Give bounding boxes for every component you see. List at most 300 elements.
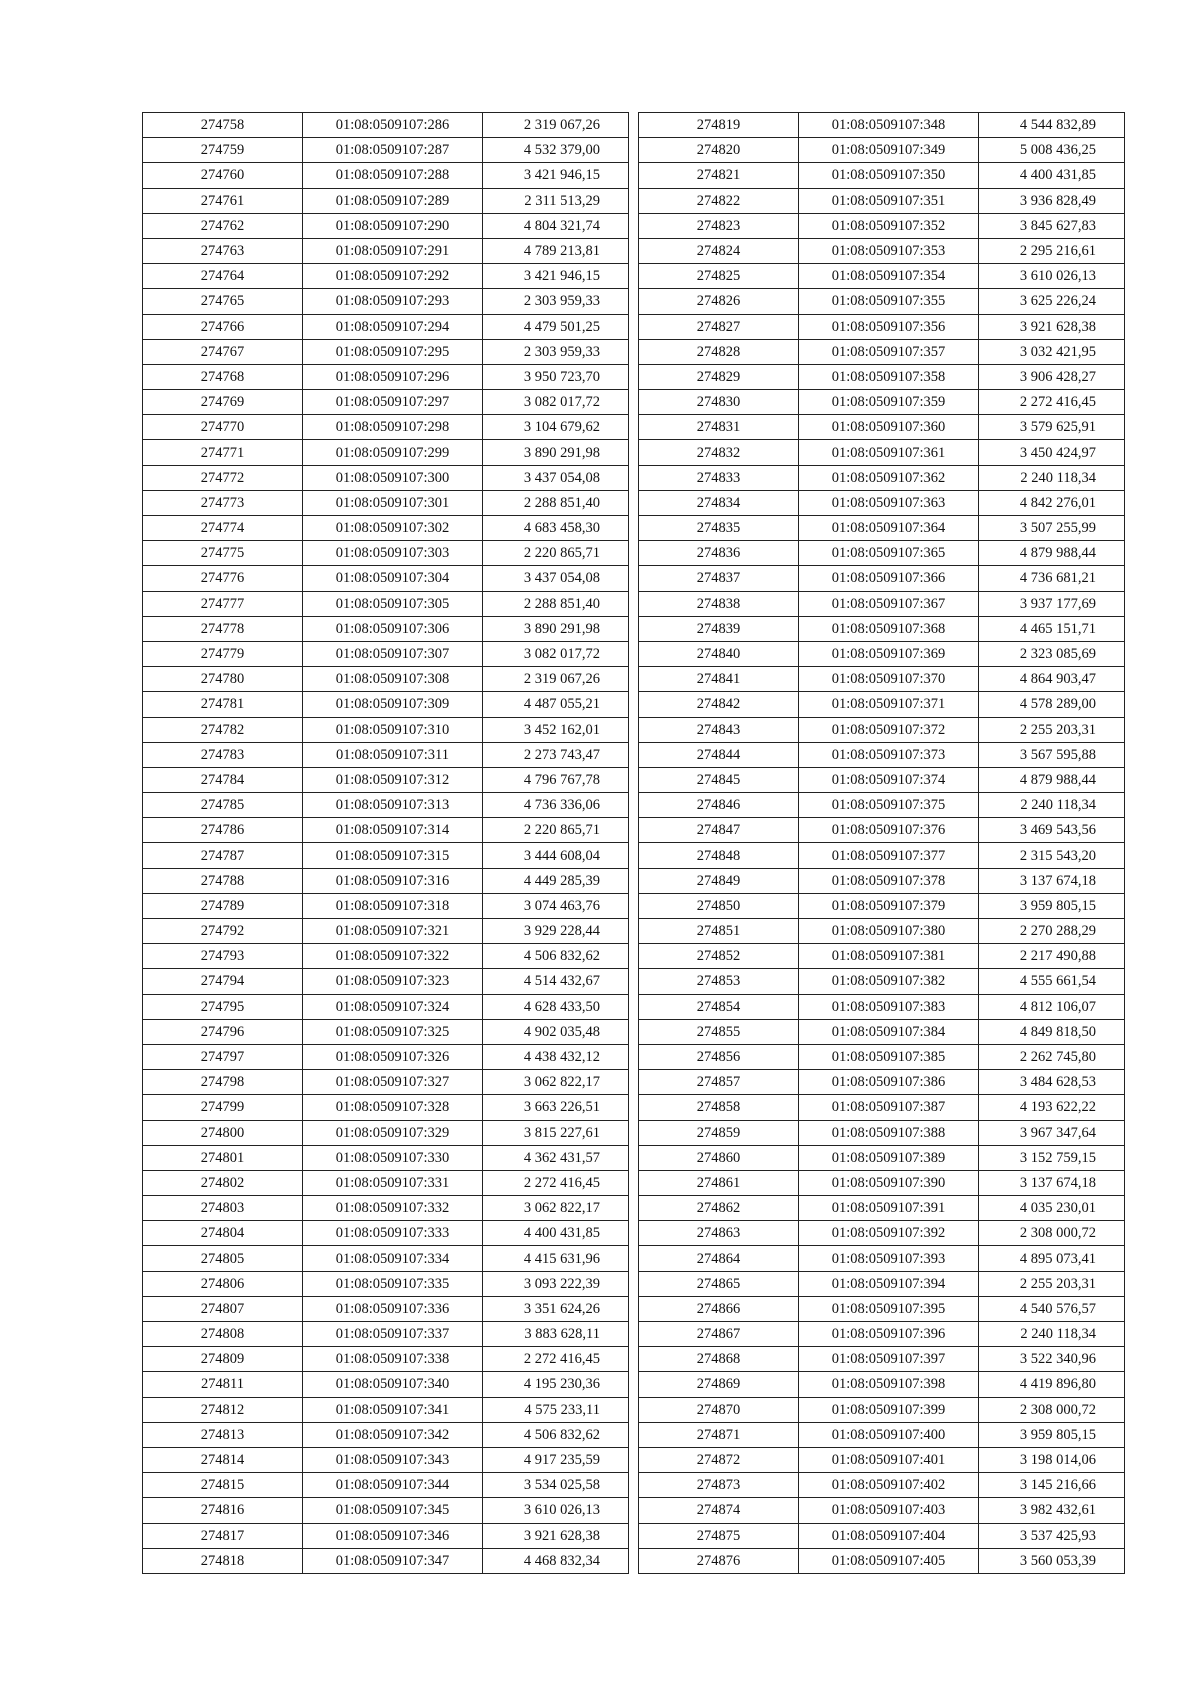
cadastral-value-cell: 3 579 625,91 [979,415,1125,440]
cadastral-value-cell: 3 937 177,69 [979,591,1125,616]
table-row [639,1271,1125,1296]
table-row [639,692,1125,717]
cadastral-value-cell: 3 815 227,61 [483,1120,629,1145]
cadastral-number-cell: 01:08:0509107:287 [303,138,483,163]
table-row [639,1498,1125,1523]
cadastral-value-cell: 3 610 026,13 [979,264,1125,289]
table-row [143,591,629,616]
row-number-cell: 274776 [143,566,303,591]
cadastral-number-cell: 01:08:0509107:307 [303,641,483,666]
table-row [639,264,1125,289]
cadastral-value-cell: 3 610 026,13 [483,1498,629,1523]
row-number-cell: 274830 [639,390,799,415]
cadastral-number-cell: 01:08:0509107:333 [303,1221,483,1246]
cadastral-value-cell: 3 982 432,61 [979,1498,1125,1523]
table-row [143,364,629,389]
row-number-cell: 274853 [639,969,799,994]
cadastral-value-cell: 3 890 291,98 [483,616,629,641]
cadastral-number-cell: 01:08:0509107:394 [799,1271,979,1296]
row-number-cell: 274795 [143,994,303,1019]
cadastral-value-cell: 3 074 463,76 [483,893,629,918]
cadastral-number-cell: 01:08:0509107:362 [799,465,979,490]
row-number-cell: 274850 [639,893,799,918]
table-row [639,113,1125,138]
table-row [639,339,1125,364]
row-number-cell: 274789 [143,893,303,918]
cadastral-value-cell: 2 220 865,71 [483,818,629,843]
table-row [143,1095,629,1120]
table-row [143,1347,629,1372]
cadastral-number-cell: 01:08:0509107:324 [303,994,483,1019]
cadastral-value-cell: 4 812 106,07 [979,994,1125,1019]
cadastral-value-cell: 4 575 233,11 [483,1397,629,1422]
table-row [143,1044,629,1069]
table-row [143,314,629,339]
row-number-cell: 274779 [143,641,303,666]
cadastral-number-cell: 01:08:0509107:402 [799,1473,979,1498]
row-number-cell: 274832 [639,440,799,465]
cadastral-number-cell: 01:08:0509107:331 [303,1170,483,1195]
cadastral-value-cell: 3 145 216,66 [979,1473,1125,1498]
table-row [143,566,629,591]
cadastral-value-cell: 4 193 622,22 [979,1095,1125,1120]
cadastral-value-cell: 3 567 595,88 [979,742,1125,767]
cadastral-value-cell: 3 062 822,17 [483,1196,629,1221]
table-row [639,1246,1125,1271]
cadastral-value-cell: 4 796 767,78 [483,767,629,792]
table-row [143,994,629,1019]
row-number-cell: 274782 [143,717,303,742]
table-row [639,893,1125,918]
cadastral-value-cell: 2 308 000,72 [979,1397,1125,1422]
cadastral-value-cell: 4 487 055,21 [483,692,629,717]
cadastral-number-cell: 01:08:0509107:355 [799,289,979,314]
cadastral-value-cell: 3 537 425,93 [979,1523,1125,1548]
table-row [143,188,629,213]
table-row [143,919,629,944]
cadastral-value-cell: 3 967 347,64 [979,1120,1125,1145]
cadastral-value-cell: 3 959 805,15 [979,893,1125,918]
cadastral-value-cell: 3 906 428,27 [979,364,1125,389]
cadastral-value-cell: 3 469 543,56 [979,818,1125,843]
cadastral-value-cell: 3 950 723,70 [483,364,629,389]
table-row [143,692,629,717]
row-number-cell: 274778 [143,616,303,641]
cadastral-value-cell: 3 883 628,11 [483,1322,629,1347]
table-row [639,541,1125,566]
table-row [639,1044,1125,1069]
row-number-cell: 274831 [639,415,799,440]
cadastral-value-cell: 2 272 416,45 [483,1347,629,1372]
cadastral-value-cell: 4 400 431,85 [979,163,1125,188]
cadastral-value-cell: 3 437 054,08 [483,465,629,490]
cadastral-number-cell: 01:08:0509107:391 [799,1196,979,1221]
row-number-cell: 274772 [143,465,303,490]
row-number-cell: 274873 [639,1473,799,1498]
table-row [639,969,1125,994]
cadastral-number-cell: 01:08:0509107:295 [303,339,483,364]
table-row [639,490,1125,515]
cadastral-number-cell: 01:08:0509107:332 [303,1196,483,1221]
cadastral-number-cell: 01:08:0509107:352 [799,213,979,238]
row-number-cell: 274864 [639,1246,799,1271]
cadastral-number-cell: 01:08:0509107:365 [799,541,979,566]
table-row [143,516,629,541]
table-row [143,1473,629,1498]
cadastral-value-cell: 4 506 832,62 [483,944,629,969]
row-number-cell: 274866 [639,1296,799,1321]
table-row [143,1322,629,1347]
cadastral-value-cell: 4 415 631,96 [483,1246,629,1271]
row-number-cell: 274793 [143,944,303,969]
table-row [639,1548,1125,1573]
cadastral-number-cell: 01:08:0509107:344 [303,1473,483,1498]
table-row [639,1145,1125,1170]
cadastral-number-cell: 01:08:0509107:315 [303,843,483,868]
row-number-cell: 274759 [143,138,303,163]
row-number-cell: 274773 [143,490,303,515]
cadastral-value-cell: 2 323 085,69 [979,641,1125,666]
cadastral-value-cell: 3 936 828,49 [979,188,1125,213]
cadastral-number-cell: 01:08:0509107:308 [303,667,483,692]
cadastral-value-cell: 4 449 285,39 [483,868,629,893]
row-number-cell: 274824 [639,238,799,263]
row-number-cell: 274807 [143,1296,303,1321]
table-row [143,1498,629,1523]
cadastral-number-cell: 01:08:0509107:387 [799,1095,979,1120]
cadastral-value-cell: 3 093 222,39 [483,1271,629,1296]
row-number-cell: 274823 [639,213,799,238]
row-number-cell: 274818 [143,1548,303,1573]
row-number-cell: 274785 [143,793,303,818]
table-row [639,289,1125,314]
row-number-cell: 274845 [639,767,799,792]
cadastral-number-cell: 01:08:0509107:388 [799,1120,979,1145]
cadastral-value-cell: 2 295 216,61 [979,238,1125,263]
cadastral-value-cell: 3 152 759,15 [979,1145,1125,1170]
cadastral-number-cell: 01:08:0509107:327 [303,1070,483,1095]
table-row [639,868,1125,893]
table-row [143,1422,629,1447]
row-number-cell: 274819 [639,113,799,138]
cadastral-value-cell: 2 240 118,34 [979,465,1125,490]
row-number-cell: 274839 [639,616,799,641]
cadastral-number-cell: 01:08:0509107:298 [303,415,483,440]
table-row [143,440,629,465]
row-number-cell: 274835 [639,516,799,541]
cadastral-value-cell: 4 362 431,57 [483,1145,629,1170]
row-number-cell: 274805 [143,1246,303,1271]
row-number-cell: 274792 [143,919,303,944]
table-row [143,339,629,364]
cadastral-number-cell: 01:08:0509107:357 [799,339,979,364]
table-row [639,1447,1125,1472]
cadastral-number-cell: 01:08:0509107:292 [303,264,483,289]
cadastral-value-cell: 4 879 988,44 [979,767,1125,792]
cadastral-value-cell: 4 555 661,54 [979,969,1125,994]
table-row [143,843,629,868]
table-row [639,641,1125,666]
table-row [143,1019,629,1044]
cadastral-number-cell: 01:08:0509107:350 [799,163,979,188]
cadastral-value-cell: 4 879 988,44 [979,541,1125,566]
parcel-table-right [638,112,1125,1574]
row-number-cell: 274787 [143,843,303,868]
table-row [143,465,629,490]
row-number-cell: 274838 [639,591,799,616]
table-row [143,163,629,188]
table-row [143,969,629,994]
row-number-cell: 274863 [639,1221,799,1246]
row-number-cell: 274836 [639,541,799,566]
cadastral-number-cell: 01:08:0509107:398 [799,1372,979,1397]
table-row [639,213,1125,238]
cadastral-value-cell: 2 273 743,47 [483,742,629,767]
table-row [639,818,1125,843]
cadastral-number-cell: 01:08:0509107:399 [799,1397,979,1422]
cadastral-number-cell: 01:08:0509107:403 [799,1498,979,1523]
cadastral-number-cell: 01:08:0509107:323 [303,969,483,994]
table-row [143,138,629,163]
cadastral-number-cell: 01:08:0509107:361 [799,440,979,465]
table-row [639,742,1125,767]
table-row [143,1070,629,1095]
row-number-cell: 274837 [639,566,799,591]
row-number-cell: 274851 [639,919,799,944]
cadastral-number-cell: 01:08:0509107:397 [799,1347,979,1372]
cadastral-value-cell: 2 255 203,31 [979,717,1125,742]
row-number-cell: 274802 [143,1170,303,1195]
cadastral-value-cell: 3 534 025,58 [483,1473,629,1498]
cadastral-value-cell: 2 240 118,34 [979,793,1125,818]
cadastral-number-cell: 01:08:0509107:401 [799,1447,979,1472]
row-number-cell: 274841 [639,667,799,692]
table-row [639,415,1125,440]
cadastral-number-cell: 01:08:0509107:334 [303,1246,483,1271]
table-row [143,390,629,415]
row-number-cell: 274828 [639,339,799,364]
row-number-cell: 274780 [143,667,303,692]
table-row [639,1095,1125,1120]
cadastral-number-cell: 01:08:0509107:336 [303,1296,483,1321]
cadastral-value-cell: 3 137 674,18 [979,868,1125,893]
table-row [639,1347,1125,1372]
cadastral-value-cell: 4 532 379,00 [483,138,629,163]
cadastral-number-cell: 01:08:0509107:372 [799,717,979,742]
cadastral-value-cell: 2 315 543,20 [979,843,1125,868]
cadastral-value-cell: 2 308 000,72 [979,1221,1125,1246]
cadastral-number-cell: 01:08:0509107:385 [799,1044,979,1069]
cadastral-number-cell: 01:08:0509107:310 [303,717,483,742]
cadastral-number-cell: 01:08:0509107:368 [799,616,979,641]
cadastral-number-cell: 01:08:0509107:373 [799,742,979,767]
row-number-cell: 274788 [143,868,303,893]
cadastral-number-cell: 01:08:0509107:404 [799,1523,979,1548]
cadastral-value-cell: 3 921 628,38 [483,1523,629,1548]
cadastral-value-cell: 2 288 851,40 [483,591,629,616]
cadastral-number-cell: 01:08:0509107:378 [799,868,979,893]
table-row [639,1070,1125,1095]
table-row [639,440,1125,465]
cadastral-number-cell: 01:08:0509107:304 [303,566,483,591]
row-number-cell: 274768 [143,364,303,389]
table-row [143,1447,629,1472]
row-number-cell: 274821 [639,163,799,188]
table-row [639,238,1125,263]
table-row [639,667,1125,692]
cadastral-number-cell: 01:08:0509107:294 [303,314,483,339]
cadastral-number-cell: 01:08:0509107:379 [799,893,979,918]
row-number-cell: 274767 [143,339,303,364]
row-number-cell: 274827 [639,314,799,339]
cadastral-value-cell: 3 452 162,01 [483,717,629,742]
table-row [143,264,629,289]
row-number-cell: 274829 [639,364,799,389]
row-number-cell: 274760 [143,163,303,188]
row-number-cell: 274874 [639,1498,799,1523]
cadastral-value-cell: 3 484 628,53 [979,1070,1125,1095]
cadastral-value-cell: 2 272 416,45 [979,390,1125,415]
row-number-cell: 274794 [143,969,303,994]
cadastral-value-cell: 4 195 230,36 [483,1372,629,1397]
cadastral-value-cell: 3 522 340,96 [979,1347,1125,1372]
row-number-cell: 274766 [143,314,303,339]
row-number-cell: 274761 [143,188,303,213]
cadastral-value-cell: 3 421 946,15 [483,163,629,188]
row-number-cell: 274825 [639,264,799,289]
table-row [639,1019,1125,1044]
cadastral-number-cell: 01:08:0509107:383 [799,994,979,1019]
row-number-cell: 274817 [143,1523,303,1548]
cadastral-number-cell: 01:08:0509107:367 [799,591,979,616]
row-number-cell: 274871 [639,1422,799,1447]
cadastral-number-cell: 01:08:0509107:289 [303,188,483,213]
cadastral-value-cell: 4 468 832,34 [483,1548,629,1573]
cadastral-number-cell: 01:08:0509107:322 [303,944,483,969]
cadastral-number-cell: 01:08:0509107:396 [799,1322,979,1347]
cadastral-value-cell: 4 917 235,59 [483,1447,629,1472]
row-number-cell: 274876 [639,1548,799,1573]
table-row [143,1221,629,1246]
row-number-cell: 274781 [143,692,303,717]
cadastral-number-cell: 01:08:0509107:382 [799,969,979,994]
cadastral-number-cell: 01:08:0509107:286 [303,113,483,138]
cadastral-value-cell: 4 419 896,80 [979,1372,1125,1397]
row-number-cell: 274868 [639,1347,799,1372]
cadastral-number-cell: 01:08:0509107:329 [303,1120,483,1145]
table-row [639,793,1125,818]
cadastral-number-cell: 01:08:0509107:345 [303,1498,483,1523]
table-row [639,843,1125,868]
cadastral-value-cell: 3 437 054,08 [483,566,629,591]
row-number-cell: 274857 [639,1070,799,1095]
cadastral-value-cell: 3 845 627,83 [979,213,1125,238]
cadastral-value-cell: 4 895 073,41 [979,1246,1125,1271]
row-number-cell: 274820 [639,138,799,163]
row-number-cell: 274875 [639,1523,799,1548]
cadastral-value-cell: 3 921 628,38 [979,314,1125,339]
cadastral-number-cell: 01:08:0509107:299 [303,440,483,465]
cadastral-value-cell: 2 319 067,26 [483,113,629,138]
cadastral-number-cell: 01:08:0509107:364 [799,516,979,541]
cadastral-number-cell: 01:08:0509107:301 [303,490,483,515]
table-row [143,616,629,641]
cadastral-value-cell: 3 198 014,06 [979,1447,1125,1472]
cadastral-number-cell: 01:08:0509107:300 [303,465,483,490]
cadastral-number-cell: 01:08:0509107:384 [799,1019,979,1044]
table-row [143,1196,629,1221]
cadastral-number-cell: 01:08:0509107:341 [303,1397,483,1422]
cadastral-number-cell: 01:08:0509107:288 [303,163,483,188]
cadastral-value-cell: 3 450 424,97 [979,440,1125,465]
cadastral-number-cell: 01:08:0509107:316 [303,868,483,893]
cadastral-number-cell: 01:08:0509107:291 [303,238,483,263]
row-number-cell: 274801 [143,1145,303,1170]
row-number-cell: 274799 [143,1095,303,1120]
table-row [639,390,1125,415]
table-row [143,213,629,238]
table-row [143,868,629,893]
cadastral-number-cell: 01:08:0509107:389 [799,1145,979,1170]
cadastral-number-cell: 01:08:0509107:347 [303,1548,483,1573]
cadastral-value-cell: 4 514 432,67 [483,969,629,994]
cadastral-number-cell: 01:08:0509107:375 [799,793,979,818]
cadastral-value-cell: 4 479 501,25 [483,314,629,339]
row-number-cell: 274814 [143,1447,303,1472]
row-number-cell: 274803 [143,1196,303,1221]
cadastral-value-cell: 3 663 226,51 [483,1095,629,1120]
row-number-cell: 274808 [143,1322,303,1347]
table-row [143,818,629,843]
table-row [639,1120,1125,1145]
cadastral-number-cell: 01:08:0509107:363 [799,490,979,515]
row-number-cell: 274758 [143,113,303,138]
table-row [143,1548,629,1573]
cadastral-number-cell: 01:08:0509107:321 [303,919,483,944]
table-row [143,1523,629,1548]
cadastral-number-cell: 01:08:0509107:311 [303,742,483,767]
row-number-cell: 274786 [143,818,303,843]
cadastral-number-cell: 01:08:0509107:356 [799,314,979,339]
cadastral-value-cell: 3 137 674,18 [979,1170,1125,1195]
cadastral-number-cell: 01:08:0509107:405 [799,1548,979,1573]
row-number-cell: 274862 [639,1196,799,1221]
table-row [143,641,629,666]
table-row [639,616,1125,641]
cadastral-number-cell: 01:08:0509107:359 [799,390,979,415]
cadastral-value-cell: 2 288 851,40 [483,490,629,515]
table-row [143,541,629,566]
parcel-table-right-body [639,113,1125,1574]
table-row [639,919,1125,944]
row-number-cell: 274842 [639,692,799,717]
cadastral-number-cell: 01:08:0509107:314 [303,818,483,843]
row-number-cell: 274833 [639,465,799,490]
row-number-cell: 274806 [143,1271,303,1296]
table-row [143,1120,629,1145]
cadastral-value-cell: 4 902 035,48 [483,1019,629,1044]
cadastral-value-cell: 4 683 458,30 [483,516,629,541]
table-row [143,415,629,440]
cadastral-value-cell: 4 400 431,85 [483,1221,629,1246]
row-number-cell: 274763 [143,238,303,263]
cadastral-number-cell: 01:08:0509107:328 [303,1095,483,1120]
cadastral-number-cell: 01:08:0509107:297 [303,390,483,415]
cadastral-value-cell: 4 849 818,50 [979,1019,1125,1044]
table-row [639,364,1125,389]
row-number-cell: 274859 [639,1120,799,1145]
cadastral-number-cell: 01:08:0509107:386 [799,1070,979,1095]
